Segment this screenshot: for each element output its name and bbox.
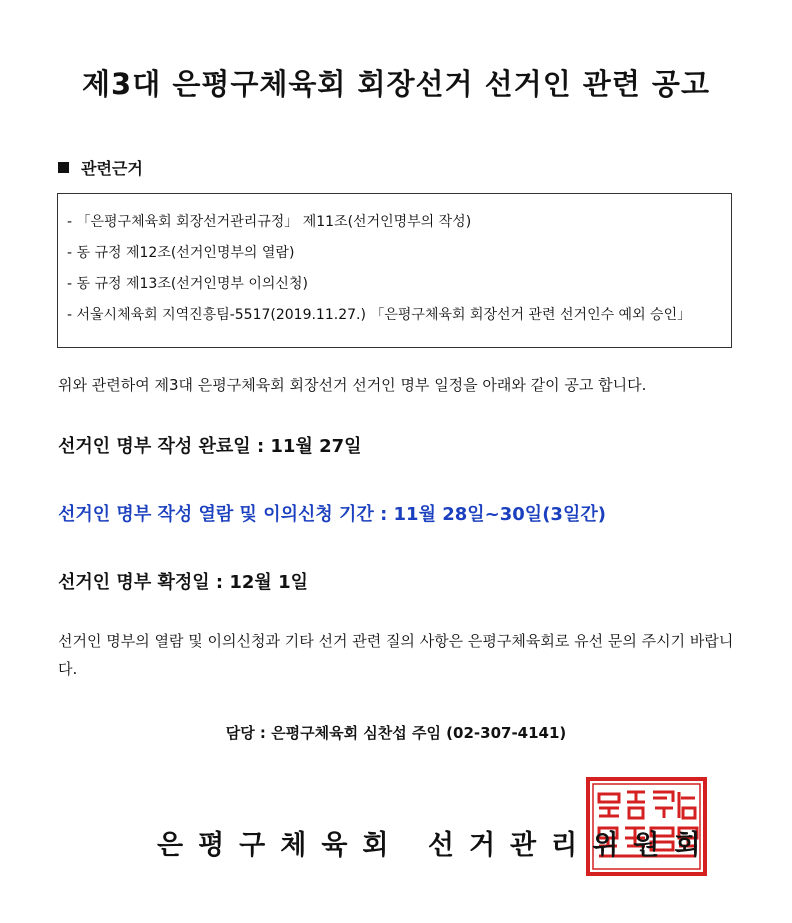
contact-line: 담당 : 은평구체육회 심찬섭 주임 (02-307-4141) <box>225 724 567 742</box>
schedule-confirmation: 선거인 명부 확정일 : 12월 1일 <box>58 572 308 593</box>
basis-heading-label: 관련근거 <box>81 159 143 178</box>
black-square-icon <box>58 162 69 173</box>
basis-item-3: - 동 규정 제13조(선거인명부 이의신청) <box>67 276 308 292</box>
committee-signature: 은평구체육회 선거관리위원회 <box>157 830 716 861</box>
inquiry-text: 선거인 명부의 열람 및 이의신청과 기타 선거 관련 질의 사항은 은평구체육회로 유선 문의 주시기 바랍니다. <box>58 632 734 678</box>
basis-item-4: - 서울시체육회 지역진흥팀-5517(2019.11.27.) 「은평구체육회 회장선거 관련 선거인수 예외 승인」 <box>67 307 692 323</box>
schedule-inspection: 선거인 명부 작성 열람 및 이의신청 기간 : 11월 28일~30일(3일간) <box>58 504 606 525</box>
basis-item-2: - 동 규정 제12조(선거인명부의 열람) <box>67 245 295 261</box>
basis-item-1: - 「은평구체육회 회장선거관리규정」 제11조(선거인명부의 작성) <box>67 214 472 230</box>
basis-list-box <box>57 193 732 348</box>
page-title: 제3대 은평구체육회 회장선거 선거인 관련 공고 <box>82 67 710 101</box>
schedule-completion: 선거인 명부 작성 완료일 : 11월 27일 <box>58 436 362 457</box>
intro-text: 위와 관련하여 제3대 은평구체육회 회장선거 선거인 명부 일정을 아래와 같이 공고 합니다. <box>58 376 647 394</box>
basis-heading <box>58 156 143 179</box>
